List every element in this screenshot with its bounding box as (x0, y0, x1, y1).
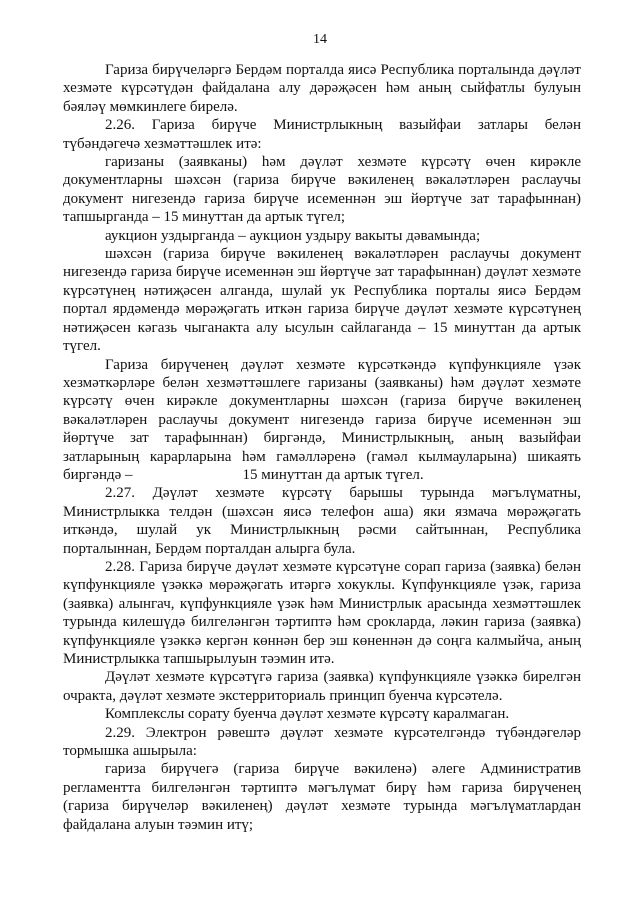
paragraph (63, 356, 581, 485)
paragraph: гариза бирүчегә (гариза бирүче вәкиленә) әлеге Административ регламентта билгеләнгән тәртиптә мәгълүмат бирү һәм гариза бирүченең (гариза бирүчеләр вәкиленең) дәүләт хезмәте турында мәгълүматлардан файдалана алуын тәэмин итү; (63, 761, 581, 833)
paragraph: гаризаны (заявканы) һәм дәүләт хезмәте күрсәтү өчен кирәкле документларны шәхсән (гариза бирүче вәкиленең вәкаләтләрен раслаучы документ нигезендә гариза бирүче исеменнән эш йөртүче зат тарафыннан) тапшырганда – 15 минуттан да артык түгел; (63, 154, 581, 226)
paragraph: Гариза бирүчеләргә Бердәм порталда яисә Республика порталында дәүләт хезмәте күрсәтүдән файдалана алу дәрәҗәсен һәм аның сыйфатлы булуын бәяләү мөмкинлеге бирелә. (63, 62, 581, 115)
section-2-28: 2.28. Гариза бирүче дәүләт хезмәте күрсәтүне сорап гариза (заявка) белән күпфункцияле үзәккә мөрәҗәгать итәргә хокуклы. Күпфункцияле үзәк, гариза (заявка) алынгач, күпфункцияле үзәк һәм Министрлык арасында хезмәттәшлек турында килешүдә билгеләнгән тәртиптә һәм срокларда, ләкин гариза (заявка) күпфункцияле үзәккә кергән көннән бер эш көненнән дә соңга калмыйча, аның Министрлыкка тапшырылуын тәэмин итә. (63, 558, 581, 667)
paragraph: шәхсән (гариза бирүче вәкиленең вәкаләтләрен раслаучы документ нигезендә гариза бирүче исеменнән эш йөртүче зат тарафыннан) дәүләт хезмәте күрсәтүнең нәтиҗәсен алганда, шулай ук Республика порталы яисә Бердәм портал ярдәмендә мөрәҗәгать иткән гариза бирүче дәүләт хезмәте күрсәтүнең нәтиҗәсен кәгазь чыганакта алу ысулын сайлаганда – 15 минуттан да артык түгел. (63, 246, 581, 355)
section-2-26-heading: 2.26. Гариза бирүче Министрлыкның вазыйфаи затлары белән түбәндәгечә хезмәттәшлек итә: (63, 117, 581, 152)
page-number: 14 (313, 32, 327, 47)
paragraph: Комплекслы сорату буенча дәүләт хезмәте күрсәтү каралмаган. (105, 706, 510, 723)
paragraph: аукцион уздырганда – аукцион уздыру вакыты дәвамында; (105, 227, 481, 244)
body-text (63, 61, 581, 834)
section-2-29: 2.29. Электрон рәвештә дәүләт хезмәте күрсәтелгәндә түбәндәгеләр тормышка ашырыла: (63, 724, 581, 760)
paragraph-text: Гариза бирүченең дәүләт хезмәте күрсәткәндә күпфункцияле үзәк хезмәткәрләре белән хезмәттәшлеге гаризаны (заявканы) һәм дәүләт хезмәте күрсәтү өчен кирәкле документларны шәхсән (гариза бирүче вәкиленең вәкаләтләрен раслаучы документ нигезендә гариза бирүче исеменнән эш йөртүче зат тарафыннан) биргәндә, Министрлыкның, аның вазыйфаи затларының карарларына һәм гамәлләренә (гамәл кылмауларына) шикаять биргәндә – (63, 356, 581, 483)
paragraph: Дәүләт хезмәте күрсәтүгә гариза (заявка) күпфункцияле үзәккә бирелгән очракта, дәүләт хезмәте экстерриториаль принцип буенча күрсәтелә. (63, 669, 581, 704)
section-2-27: 2.27. Дәүләт хезмәте күрсәтү барышы турында мәгълүматны, Министрлыкка телдән (шәхсән яисә телефон аша) яки язмача мөрәҗәгать иткәндә, шулай ук Министрлыкның рәсми сайтыннан, Республика порталыннан, Бердәм порталдан алырга була. (63, 485, 581, 557)
paragraph-tail: 15 минуттан да артык түгел. (242, 466, 424, 483)
